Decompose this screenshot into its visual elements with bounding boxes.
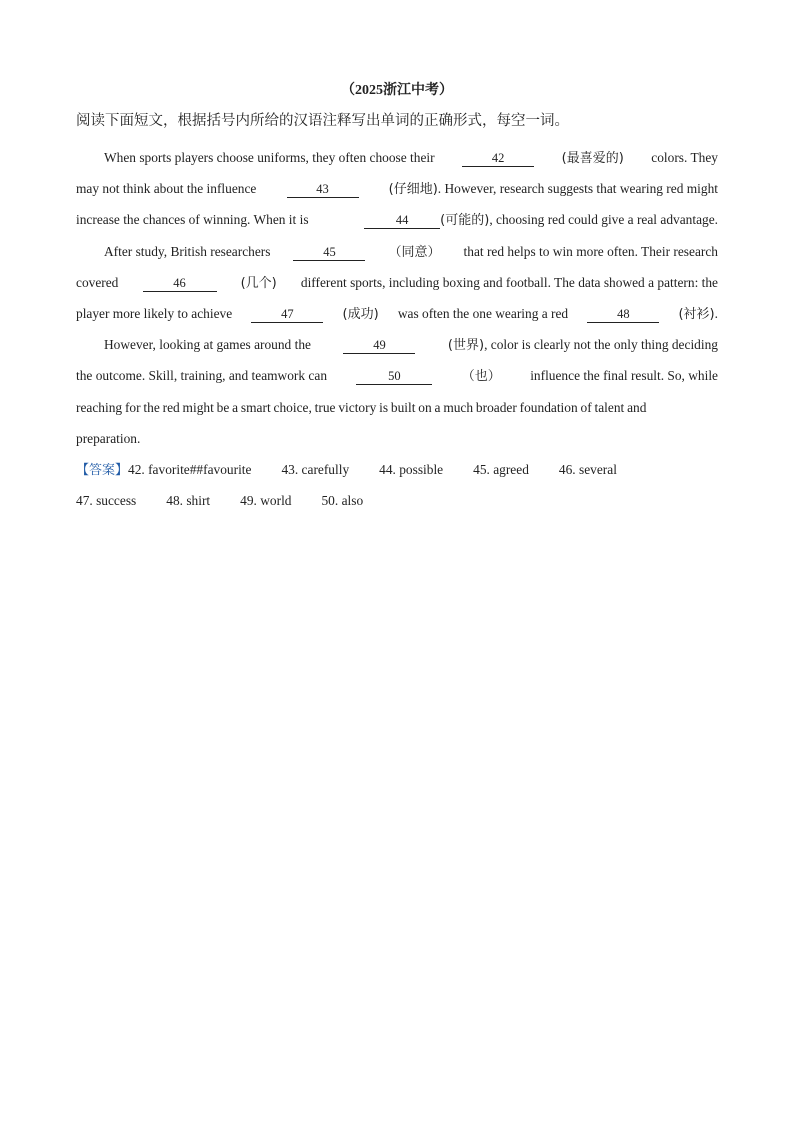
answer-item: 44. possible <box>379 461 444 477</box>
hint-43: (仔细地) <box>388 182 438 198</box>
blank-50[interactable]: 50 <box>356 368 432 385</box>
passage-text: When sports players choose uniforms, they often choose their <box>104 150 435 165</box>
hint-44: (可能的) <box>440 213 490 229</box>
answer-item: 47. success <box>76 493 137 509</box>
answer-row <box>76 485 718 516</box>
passage-line <box>76 173 718 204</box>
hint-42: (最喜爱的) <box>561 151 624 166</box>
passage-line <box>76 267 718 298</box>
blank-48[interactable]: 48 <box>587 306 659 323</box>
passage-line <box>76 236 718 267</box>
passage-text: increase the chances of winning. When it is <box>76 212 309 228</box>
answer-label: 【答案】 <box>76 462 129 478</box>
hint-50: （也） <box>461 369 501 385</box>
passage-text: that red helps to win more often. Their research <box>463 243 718 259</box>
hint-group <box>678 298 718 330</box>
passage-line <box>76 392 718 423</box>
answer-item: 42. favorite##favourite <box>128 461 252 477</box>
passage-line <box>76 423 718 454</box>
passage-line <box>76 329 718 360</box>
passage-text: After study, British researchers <box>104 243 271 259</box>
blank-43[interactable]: 43 <box>287 181 359 198</box>
hint-49: (世界) <box>447 338 485 354</box>
blank-group <box>364 204 718 236</box>
blank-46[interactable]: 46 <box>143 275 217 292</box>
hint-47: (成功) <box>342 306 379 322</box>
blank-49[interactable]: 49 <box>343 337 415 354</box>
hint-group <box>448 329 718 361</box>
passage-text: may not think about the influence <box>76 181 257 197</box>
passage <box>76 142 718 454</box>
document-page <box>76 80 718 516</box>
passage-text: preparation. <box>76 430 141 446</box>
passage-text: influence the final result. So, while <box>530 368 718 384</box>
hint-group <box>389 173 718 205</box>
answer-item: 46. several <box>558 461 617 477</box>
answer-row <box>76 454 718 485</box>
answer-item: 50. also <box>321 493 364 509</box>
answer-item: 45. agreed <box>473 461 529 477</box>
exam-source-title: （2025浙江中考） <box>341 83 453 98</box>
hint-46: (几个) <box>240 275 277 291</box>
passage-text: , choosing red could give a real advantage. <box>489 212 718 228</box>
blank-47[interactable]: 47 <box>251 306 323 323</box>
passage-text: . However, research suggests that wearing red might <box>437 181 718 197</box>
answer-item: 43. carefully <box>281 461 350 477</box>
passage-text: reaching for the red might be a smart choice, true victory is built on a much broader foundation of talent and <box>76 399 647 415</box>
passage-text: was often the one wearing a red <box>397 305 569 321</box>
blank-45[interactable]: 45 <box>293 244 365 261</box>
passage-text: , color is clearly not the only thing deciding <box>484 337 718 353</box>
passage-text: However, looking at games around the <box>104 337 311 353</box>
answer-section <box>76 454 718 516</box>
passage-text: . <box>714 305 718 321</box>
passage-text: different sports, including boxing and football. The data showed a pattern: the <box>300 274 718 290</box>
passage-text: player more likely to achieve <box>76 305 233 321</box>
passage-text: covered <box>76 274 119 290</box>
passage-line <box>76 360 718 391</box>
answer-item: 48. shirt <box>166 493 211 509</box>
hint-45: （同意） <box>388 244 441 260</box>
blank-42[interactable]: 42 <box>462 150 534 167</box>
blank-44[interactable]: 44 <box>364 212 440 229</box>
passage-text: the outcome. Skill, training, and teamwork can <box>76 368 328 384</box>
passage-line <box>76 142 718 173</box>
passage-line <box>76 298 718 329</box>
instruction-text: 阅读下面短文，根据括号内所给的汉语注释写出单词的正确形式，每空一词。 <box>76 113 569 129</box>
passage-line <box>76 204 718 235</box>
passage-text: colors. They <box>651 150 718 165</box>
hint-48: (衬衫) <box>678 306 715 322</box>
answer-item: 49. world <box>240 493 292 509</box>
